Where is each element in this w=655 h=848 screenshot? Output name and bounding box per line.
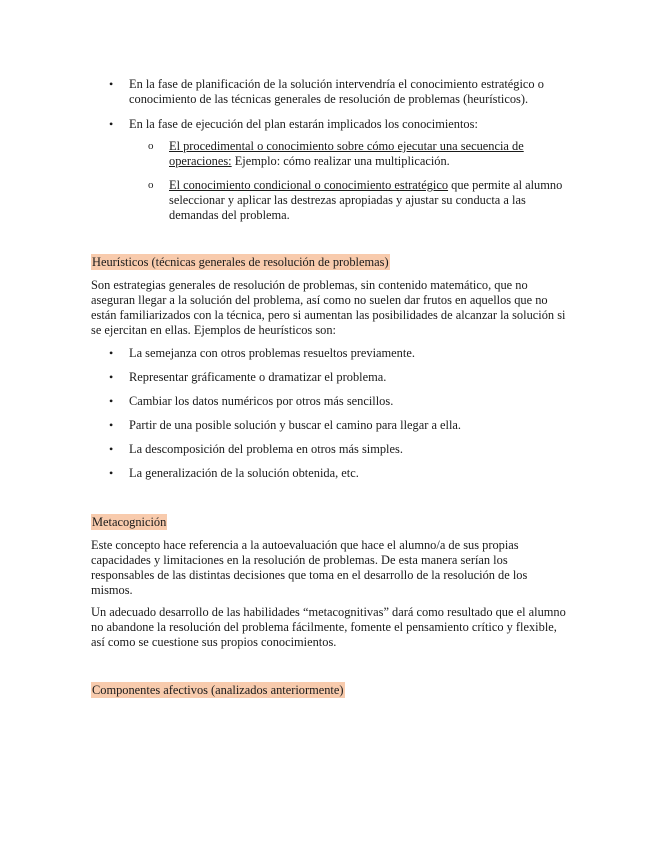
sub-bullet-list <box>91 139 566 223</box>
bullet-icon: • <box>109 77 114 91</box>
list-item <box>91 418 566 433</box>
metacognicion-section-2 <box>91 605 566 650</box>
circle-bullet-icon: o <box>148 140 154 152</box>
list-item-text: Representar gráficamente o dramatizar el problema. <box>129 370 387 384</box>
list-item-text: que permite al alumno seleccionar y aplicar las destrezas apropiadas y ajustar su conducta a las demandas del problema. <box>169 178 563 222</box>
bullet-icon: • <box>109 442 114 456</box>
list-item-text: En la fase de ejecución del plan estarán implicados los conocimientos: <box>129 117 478 131</box>
bullet-icon: • <box>109 117 114 131</box>
list-item-text: Partir de una posible solución y buscar el camino para llegar a ella. <box>129 418 462 432</box>
bullet-icon: • <box>109 394 114 408</box>
underlined-term: El procedimental o conocimiento sobre cómo ejecutar una secuencia de operaciones: <box>169 139 524 168</box>
heuristicos-section <box>91 278 566 338</box>
bullet-icon: • <box>109 346 114 360</box>
list-item-text: La semejanza con otros problemas resueltos previamente. <box>129 346 415 360</box>
intro-section <box>91 77 566 132</box>
list-item <box>91 178 566 223</box>
circle-bullet-icon: o <box>148 179 154 191</box>
list-item <box>91 346 566 361</box>
metacognicion-section <box>91 538 566 598</box>
paragraph: Un adecuado desarrollo de las habilidades “metacognitivas” dará como resultado que el alumno no abandone la resolución del problema fácilmente, fomente el pensamiento crítico y flexible, así como se cuestione sus propios conocimientos. <box>91 605 566 649</box>
heuristicos-bullet-list <box>91 346 566 481</box>
bullet-icon: • <box>109 370 114 384</box>
list-item-text: Cambiar los datos numéricos por otros más sencillos. <box>129 394 394 408</box>
list-item-text: La descomposición del problema en otros más simples. <box>129 442 403 456</box>
list-item <box>91 77 566 107</box>
list-item <box>91 139 566 169</box>
list-item <box>91 466 566 481</box>
list-item-text: La generalización de la solución obtenida, etc. <box>129 466 359 480</box>
section-heading-afectivos: Componentes afectivos (analizados anteriormente) <box>92 683 344 697</box>
bullet-icon: • <box>109 466 114 480</box>
underlined-term: El conocimiento condicional o conocimiento estratégico <box>169 178 449 192</box>
heuristicos-list-section <box>91 346 566 481</box>
section-heading-metacognicion: Metacognición <box>92 515 167 529</box>
list-item <box>91 442 566 457</box>
bullet-icon: • <box>109 418 114 432</box>
list-item-text: Ejemplo: cómo realizar una multiplicación. <box>231 154 450 168</box>
list-item <box>91 117 566 132</box>
sub-bullet-section <box>91 139 566 223</box>
paragraph: Son estrategias generales de resolución de problemas, sin contenido matemático, que no aseguran llegar a la solución del problema, así como no suelen dar frutos en aquellos que no están familiarizados con la técnica, pero si aumentan las posibilidades de alcanzar la solución si se ejercitan en ellas. Ejemplos de heurísticos son: <box>91 278 566 337</box>
list-item-text: En la fase de planificación de la solución intervendría el conocimiento estratégico o conocimiento de las técnicas generales de resolución de problemas (heurísticos). <box>129 77 544 106</box>
paragraph: Este concepto hace referencia a la autoevaluación que hace el alumno/a de sus propias capacidades y limitaciones en la resolución de problemas. De esta manera serían los responsables de las distintas decisiones que toma en el desarrollo de la resolución de los mismos. <box>91 538 528 597</box>
intro-bullet-list <box>91 77 566 132</box>
list-item <box>91 394 566 409</box>
section-heading-heuristicos: Heurísticos (técnicas generales de resolución de problemas) <box>92 255 389 269</box>
list-item <box>91 370 566 385</box>
